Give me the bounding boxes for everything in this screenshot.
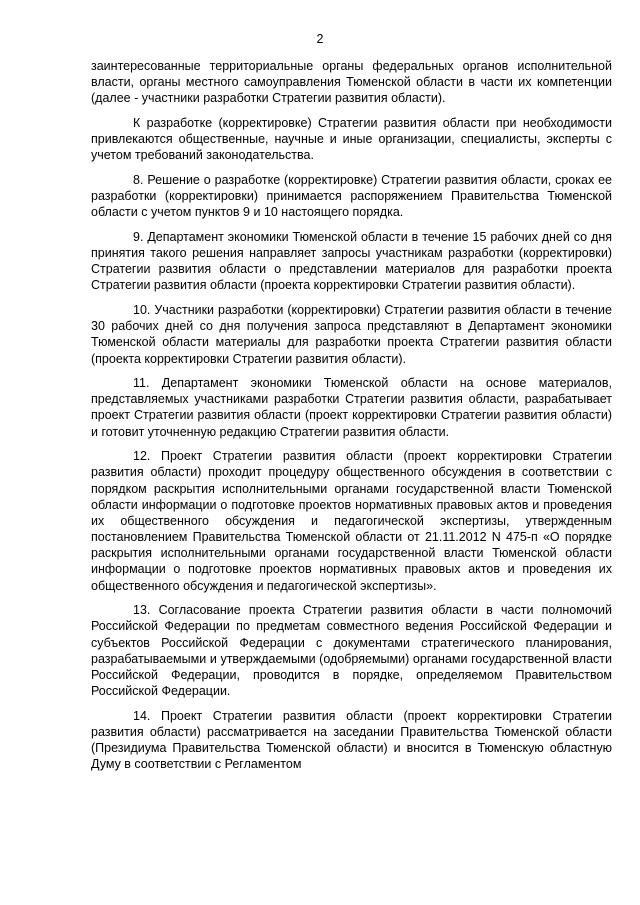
paragraph-13: 13. Согласование проекта Стратегии развития области в части полномочий Российской Федерации по предметам совместного ведения Российской Федерации и субъектов Российской Федерации с документами стратегического планирования, разрабатываемыми и утверждаемыми (одобряемыми) органами государственной власти Российской Федерации, проводится в порядке, определяемом Правительством Российской Федерации. bbox=[91, 603, 612, 698]
paragraph-involvement: К разработке (корректировке) Стратегии развития области при необходимости привлекаются общественные, научные и иные организации, специалисты, эксперты с учетом требований законодательства. bbox=[91, 115, 612, 163]
paragraph-9: 9. Департамент экономики Тюменской области в течение 15 рабочих дней со дня принятия такого решения направляет запросы участникам разработки (корректировки) Стратегии развития области о представлении материалов для разработки проекта Стратегии развития области (проекта корректировки Стратегии развития области). bbox=[91, 229, 612, 293]
document-body bbox=[91, 58, 612, 781]
paragraph-continuation: заинтересованные территориальные органы федеральных органов исполнительной власти, органы местного самоуправления Тюменской области в части их компетенции (далее - участники разработки Стратегии развития области). bbox=[91, 59, 612, 106]
paragraph-12: 12. Проект Стратегии развития области (проект корректировки Стратегии развития области) проходит процедуру общественного обсуждения в соответствии с порядком раскрытия исполнительными органами государственной власти Тюменской области информации о подготовке проектов нормативных правовых актов и проведения их общественного обсуждения и педагогической экспертизы, утвержденным постановлением Правительства Тюменской области от 21.11.2012 N 475-п «О порядке раскрытия исполнительными органами государственной власти Тюменской области информации о подготовке проектов нормативных правовых актов и проведения их общественного обсуждения и педагогической экспертизы». bbox=[91, 449, 612, 593]
page-number: 2 bbox=[316, 32, 324, 46]
paragraph-14: 14. Проект Стратегии развития области (проект корректировки Стратегии развития области) рассматривается на заседании Правительства Тюменской области (Президиума Правительства Тюменской области) и вносится в Тюменскую областную Думу в соответствии с Регламентом bbox=[91, 708, 612, 772]
paragraph-11: 11. Департамент экономики Тюменской области на основе материалов, представляемых участниками разработки Стратегии развития области, разрабатывает проект Стратегии развития области (проект корректировки Стратегии развития области) и готовит уточненную редакцию Стратегии развития области. bbox=[91, 376, 612, 439]
paragraph-8: 8. Решение о разработке (корректировке) Стратегии развития области, сроках ее разработки (корректировки) принимается распоряжением Правительства Тюменской области с учетом пунктов 9 и 10 настоящего порядка. bbox=[91, 172, 612, 220]
paragraph-10: 10. Участники разработки (корректировки) Стратегии развития области в течение 30 рабочих дней со дня получения запроса представляют в Департамент экономики Тюменской области материалы для разработки проекта Стратегии развития области (проекта корректировки Стратегии развития области). bbox=[91, 303, 612, 366]
